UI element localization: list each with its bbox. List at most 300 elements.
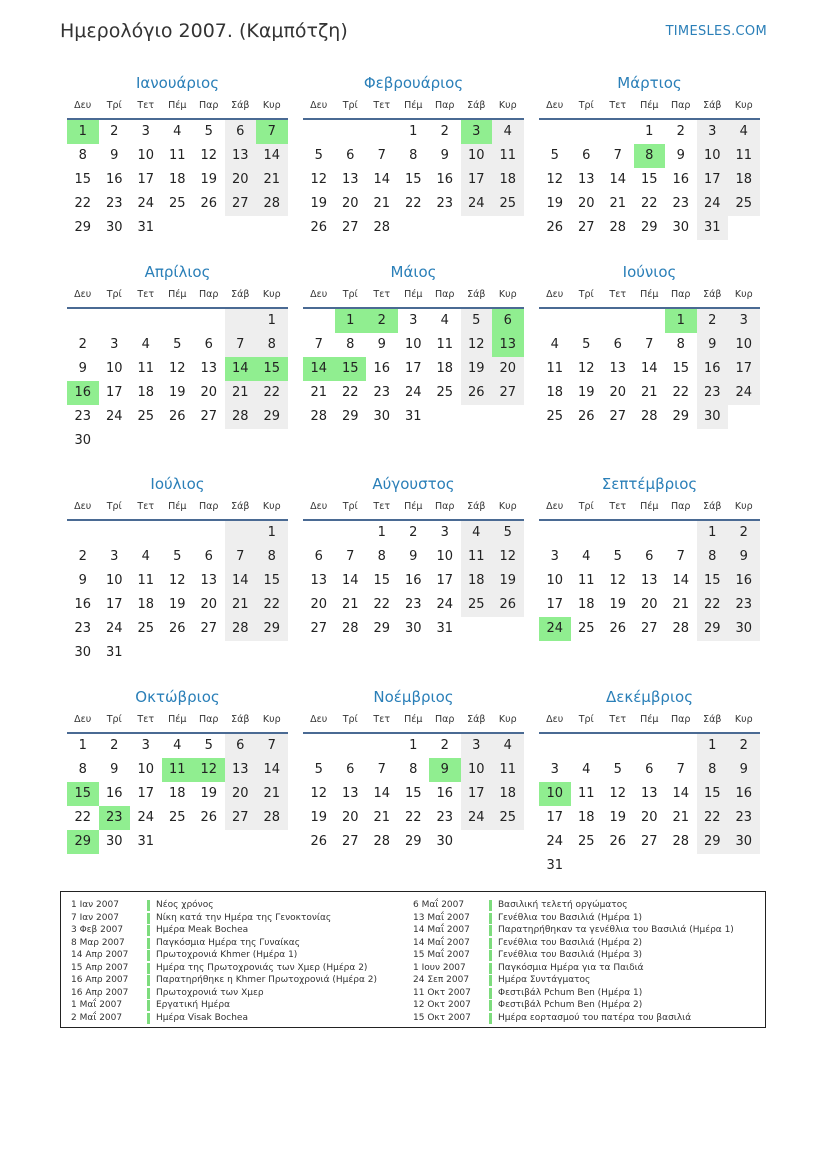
empty-cell: [366, 120, 398, 144]
month-name: Ιούνιος: [622, 263, 677, 281]
weekday-label: Κυρ: [498, 289, 517, 300]
weekday-label: Παρ: [199, 289, 219, 300]
weekday-label: Κυρ: [498, 100, 517, 111]
day-cell: 5: [173, 549, 182, 564]
empty-cell: [162, 830, 194, 854]
day-cell: 16: [373, 361, 391, 376]
holiday-marker: [489, 938, 492, 949]
holiday-date: 3 Φεβ 2007: [71, 925, 124, 935]
weekday-label: Παρ: [671, 714, 691, 725]
weekday-label: Τετ: [373, 501, 391, 512]
day-cell: 22: [404, 810, 422, 825]
day-cell: 24: [546, 834, 564, 849]
weekday-label: Κυρ: [498, 714, 517, 725]
day-cell: 17: [461, 168, 493, 192]
day-cell: 2: [697, 309, 729, 333]
day-cell: 26: [310, 220, 328, 235]
day-cell: 29: [341, 409, 359, 424]
day-cell: 24: [697, 192, 729, 216]
day-cell: 19: [461, 357, 493, 381]
day-cell: 12: [168, 361, 186, 376]
empty-cell: [539, 120, 571, 144]
empty-cell: [665, 521, 697, 545]
day-cell: 21: [256, 782, 288, 806]
site-link[interactable]: TIMESLES.COM: [665, 24, 767, 39]
holiday-name: Παρατηρήθηκαν τα γενέθλια του Βασιλιά (Ημέρα 1): [498, 925, 734, 935]
day-cell: 17: [137, 786, 155, 801]
day-cell: 24: [105, 409, 123, 424]
day-cell: 20: [577, 196, 595, 211]
day-cell: 22: [256, 381, 288, 405]
day-cell: 17: [436, 573, 454, 588]
day-cell: 23: [697, 381, 729, 405]
empty-cell: [193, 830, 225, 854]
day-grid: [303, 120, 524, 240]
holiday-marker: [489, 913, 492, 924]
holiday-marker: [147, 988, 150, 999]
day-cell: 2: [728, 521, 760, 545]
day-cell: 7: [613, 148, 622, 163]
weekday-label: Τετ: [137, 289, 155, 300]
holiday-name: Εργατική Ημέρα: [156, 1000, 230, 1010]
empty-cell: [665, 854, 697, 878]
weekday-label: Τρί: [106, 501, 122, 512]
day-cell: 8: [346, 337, 355, 352]
day-cell: 28: [225, 617, 257, 641]
day-cell: 25: [492, 806, 524, 830]
weekday-label: Δευ: [310, 714, 328, 725]
day-cell: 3: [550, 549, 559, 564]
day-cell: 23: [672, 196, 690, 211]
month-calendar: [539, 72, 760, 261]
day-cell: 2: [440, 124, 449, 139]
holiday-date: 16 Απρ 2007: [71, 987, 129, 998]
day-cell: 24: [404, 385, 422, 400]
day-cell: 2: [78, 549, 87, 564]
day-cell: 27: [341, 834, 359, 849]
day-cell: 17: [137, 172, 155, 187]
day-cell: 10: [436, 549, 454, 564]
day-cell: 24: [137, 810, 155, 825]
day-cell: 4: [492, 734, 524, 758]
day-cell: 10: [404, 337, 422, 352]
day-cell: 6: [204, 337, 213, 352]
empty-cell: [99, 309, 131, 333]
day-cell: 30: [697, 405, 729, 429]
day-cell: 26: [492, 593, 524, 617]
empty-cell: [665, 734, 697, 758]
day-cell: 28: [373, 220, 391, 235]
day-cell: 7: [377, 762, 386, 777]
day-cell: 6: [645, 549, 654, 564]
day-grid: [539, 120, 760, 240]
day-cell: 19: [609, 810, 627, 825]
day-cell: 7: [346, 549, 355, 564]
weekday-label: Παρ: [199, 501, 219, 512]
weekday-label: Τρί: [578, 501, 594, 512]
day-cell: 2: [440, 738, 449, 753]
day-cell: 12: [609, 573, 627, 588]
holiday-name: Πρωτοχρονιά των Χμερ: [156, 987, 264, 998]
holiday-row: [413, 924, 775, 937]
day-cell: 12: [577, 361, 595, 376]
day-cell: 11: [492, 144, 524, 168]
day-cell: 3: [409, 313, 418, 328]
holidays-list: [60, 891, 766, 1028]
day-cell: 4: [141, 337, 150, 352]
day-cell: 31: [697, 216, 729, 240]
day-cell: 4: [461, 521, 493, 545]
day-cell: 3: [141, 124, 150, 139]
weekday-header: [67, 94, 288, 120]
weekday-header: [67, 495, 288, 521]
day-cell: 27: [200, 409, 218, 424]
day-cell: 12: [609, 786, 627, 801]
month-calendar: [539, 686, 760, 880]
day-cell: 26: [609, 621, 627, 636]
weekday-header: [303, 283, 524, 309]
day-cell: 26: [310, 834, 328, 849]
day-cell: 12: [168, 573, 186, 588]
month-calendar: [303, 686, 524, 880]
holiday-name: Φεστιβάλ Pchum Ben (Ημέρα 2): [498, 1000, 643, 1010]
day-cell: 1: [78, 738, 87, 753]
day-cell: 13: [640, 786, 658, 801]
empty-cell: [162, 429, 194, 453]
weekday-label: Παρ: [671, 289, 691, 300]
day-cell: 10: [137, 762, 155, 777]
day-cell: 27: [225, 806, 257, 830]
weekday-label: Παρ: [435, 501, 455, 512]
empty-cell: [728, 405, 760, 429]
day-cell: 12: [200, 148, 218, 163]
day-cell: 6: [225, 120, 257, 144]
day-cell: 4: [582, 762, 591, 777]
day-cell: 24: [539, 617, 571, 641]
day-cell: 18: [577, 810, 595, 825]
empty-cell: [461, 216, 493, 240]
holiday-row: [413, 999, 775, 1012]
day-cell: 1: [256, 309, 288, 333]
empty-cell: [256, 830, 288, 854]
day-cell: 9: [440, 148, 449, 163]
day-cell: 25: [577, 834, 595, 849]
day-cell: 27: [609, 409, 627, 424]
day-cell: 23: [105, 196, 123, 211]
day-cell: 1: [645, 124, 654, 139]
holiday-date: 14 Μαΐ 2007: [413, 937, 470, 948]
day-cell: 18: [546, 385, 564, 400]
holiday-name: Παγκόσμια Ημέρα για τα Παιδιά: [498, 962, 644, 973]
empty-cell: [225, 216, 257, 240]
day-cell: 24: [728, 381, 760, 405]
day-cell: 24: [105, 621, 123, 636]
day-cell: 18: [137, 385, 155, 400]
day-cell: 17: [105, 597, 123, 612]
day-cell: 26: [200, 196, 218, 211]
day-cell: 11: [137, 573, 155, 588]
day-cell: 20: [640, 810, 658, 825]
holiday-name: Ημέρα Visak Bochea: [156, 1012, 248, 1023]
holiday-date: 11 Οκτ 2007: [413, 987, 471, 998]
day-cell: 8: [409, 148, 418, 163]
day-cell: 17: [728, 357, 760, 381]
day-cell: 7: [676, 762, 685, 777]
holiday-name: Νίκη κατά την Ημέρα της Γενοκτονίας: [156, 912, 332, 923]
weekday-label: Τετ: [609, 100, 627, 111]
day-cell: 4: [173, 124, 182, 139]
empty-cell: [335, 521, 367, 545]
day-cell: 14: [672, 573, 690, 588]
holiday-name: Γενέθλια του Βασιλιά (Ημέρα 1): [498, 912, 643, 923]
day-cell: 25: [168, 810, 186, 825]
empty-cell: [335, 120, 367, 144]
empty-cell: [256, 429, 288, 453]
empty-cell: [225, 830, 257, 854]
day-cell: 2: [676, 124, 685, 139]
day-cell: 3: [550, 762, 559, 777]
empty-cell: [539, 309, 571, 333]
day-cell: 5: [173, 337, 182, 352]
empty-cell: [492, 617, 524, 641]
holiday-name: Ημέρα εορτασμού του πατέρα του βασιλιά: [498, 1012, 692, 1023]
day-cell: 4: [492, 120, 524, 144]
day-cell: 10: [105, 573, 123, 588]
day-cell: 20: [609, 385, 627, 400]
weekday-label: Τρί: [342, 100, 358, 111]
empty-cell: [602, 309, 634, 333]
day-cell: 3: [461, 120, 493, 144]
empty-cell: [162, 309, 194, 333]
empty-cell: [162, 521, 194, 545]
day-cell: 8: [256, 333, 288, 357]
day-cell: 24: [137, 196, 155, 211]
day-cell: 22: [74, 810, 92, 825]
empty-cell: [634, 854, 666, 878]
day-cell: 1: [409, 738, 418, 753]
day-cell: 9: [110, 148, 119, 163]
day-cell: 5: [461, 309, 493, 333]
weekday-label: Κυρ: [262, 100, 281, 111]
day-cell: 27: [640, 621, 658, 636]
empty-cell: [99, 521, 131, 545]
day-cell: 23: [436, 810, 454, 825]
empty-cell: [162, 641, 194, 665]
empty-cell: [303, 309, 335, 333]
day-cell: 31: [105, 645, 123, 660]
weekday-label: Δευ: [74, 100, 92, 111]
weekday-label: Δευ: [546, 714, 564, 725]
weekday-label: Κυρ: [262, 714, 281, 725]
day-cell: 8: [676, 337, 685, 352]
months-grid: [67, 72, 761, 880]
day-cell: 29: [74, 220, 92, 235]
day-cell: 29: [697, 617, 729, 641]
day-cell: 25: [137, 409, 155, 424]
day-cell: 17: [404, 361, 422, 376]
day-cell: 19: [168, 385, 186, 400]
day-cell: 25: [546, 409, 564, 424]
day-cell: 20: [341, 196, 359, 211]
weekday-header: [539, 495, 760, 521]
day-cell: 22: [697, 593, 729, 617]
day-cell: 13: [341, 786, 359, 801]
day-cell: 24: [461, 192, 493, 216]
empty-cell: [398, 216, 430, 240]
weekday-label: Τετ: [609, 714, 627, 725]
empty-cell: [602, 521, 634, 545]
day-cell: 30: [672, 220, 690, 235]
weekday-label: Δευ: [74, 714, 92, 725]
day-cell: 7: [314, 337, 323, 352]
day-cell: 15: [697, 569, 729, 593]
day-cell: 12: [461, 333, 493, 357]
day-cell: 27: [341, 220, 359, 235]
empty-cell: [429, 405, 461, 429]
day-cell: 13: [200, 361, 218, 376]
day-cell: 5: [492, 521, 524, 545]
day-cell: 3: [461, 734, 493, 758]
empty-cell: [225, 521, 257, 545]
day-cell: 11: [728, 144, 760, 168]
day-cell: 27: [225, 192, 257, 216]
day-cell: 21: [373, 810, 391, 825]
day-cell: 4: [728, 120, 760, 144]
day-cell: 30: [728, 830, 760, 854]
weekday-label: Σάβ: [467, 501, 486, 512]
weekday-label: Κυρ: [734, 714, 753, 725]
weekday-label: Τρί: [342, 501, 358, 512]
day-cell: 12: [546, 172, 564, 187]
day-cell: 10: [697, 144, 729, 168]
day-cell: 1: [697, 521, 729, 545]
day-cell: 14: [303, 357, 335, 381]
day-cell: 22: [404, 196, 422, 211]
weekday-label: Τρί: [106, 714, 122, 725]
empty-cell: [193, 216, 225, 240]
day-cell: 2: [110, 738, 119, 753]
weekday-label: Παρ: [435, 714, 455, 725]
weekday-header: [303, 708, 524, 734]
day-cell: 12: [310, 172, 328, 187]
day-cell: 24: [436, 597, 454, 612]
day-cell: 13: [640, 573, 658, 588]
weekday-label: Σάβ: [703, 714, 722, 725]
day-cell: 11: [577, 786, 595, 801]
weekday-label: Παρ: [435, 100, 455, 111]
empty-cell: [571, 309, 603, 333]
day-cell: 19: [168, 597, 186, 612]
day-grid: [67, 120, 288, 240]
day-cell: 6: [225, 734, 257, 758]
day-cell: 2: [728, 734, 760, 758]
day-cell: 11: [137, 361, 155, 376]
holiday-row: [413, 962, 775, 975]
day-cell: 5: [204, 738, 213, 753]
holiday-marker: [489, 950, 492, 961]
day-cell: 18: [168, 786, 186, 801]
day-cell: 22: [256, 593, 288, 617]
weekday-label: Κυρ: [734, 289, 753, 300]
weekday-label: Πέμ: [640, 289, 659, 300]
weekday-label: Κυρ: [498, 501, 517, 512]
day-cell: 25: [168, 196, 186, 211]
day-cell: 22: [640, 196, 658, 211]
month-name: Φεβρουάριος: [363, 74, 464, 92]
day-cell: 16: [67, 381, 99, 405]
holiday-marker: [147, 950, 150, 961]
weekday-label: Πέμ: [404, 714, 423, 725]
day-grid: [303, 521, 524, 641]
weekday-label: Πέμ: [168, 501, 187, 512]
weekday-header: [539, 708, 760, 734]
holiday-name: Πρωτοχρονιά Khmer (Ημέρα 1): [156, 950, 298, 960]
day-cell: 18: [461, 569, 493, 593]
day-cell: 6: [346, 762, 355, 777]
day-cell: 3: [440, 525, 449, 540]
day-cell: 20: [492, 357, 524, 381]
empty-cell: [571, 734, 603, 758]
day-cell: 17: [546, 810, 564, 825]
weekday-label: Πέμ: [404, 501, 423, 512]
day-cell: 11: [577, 573, 595, 588]
day-grid: [539, 309, 760, 429]
day-cell: 21: [225, 593, 257, 617]
day-cell: 26: [461, 381, 493, 405]
day-cell: 6: [346, 148, 355, 163]
page-title: Ημερολόγιο 2007. (Καμπότζη): [60, 20, 348, 42]
day-cell: 15: [74, 172, 92, 187]
day-cell: 30: [74, 433, 92, 448]
day-grid: [539, 521, 760, 641]
empty-cell: [303, 734, 335, 758]
empty-cell: [193, 521, 225, 545]
weekday-label: Σάβ: [467, 100, 486, 111]
empty-cell: [461, 830, 493, 854]
empty-cell: [697, 854, 729, 878]
day-cell: 18: [728, 168, 760, 192]
day-cell: 21: [640, 385, 658, 400]
day-cell: 18: [436, 361, 454, 376]
day-cell: 28: [373, 834, 391, 849]
day-cell: 9: [697, 333, 729, 357]
empty-cell: [67, 309, 99, 333]
day-cell: 2: [110, 124, 119, 139]
holiday-date: 15 Οκτ 2007: [413, 1012, 471, 1023]
day-cell: 19: [200, 786, 218, 801]
day-cell: 23: [728, 593, 760, 617]
day-cell: 20: [225, 168, 257, 192]
day-cell: 10: [461, 144, 493, 168]
weekday-label: Τετ: [609, 501, 627, 512]
holiday-row: [71, 962, 413, 975]
day-cell: 1: [409, 124, 418, 139]
day-cell: 14: [256, 758, 288, 782]
empty-cell: [193, 429, 225, 453]
day-cell: 25: [492, 192, 524, 216]
day-cell: 14: [640, 361, 658, 376]
holiday-date: 24 Σεπ 2007: [413, 975, 470, 985]
day-cell: 4: [173, 738, 182, 753]
weekday-header: [539, 283, 760, 309]
day-cell: 13: [225, 758, 257, 782]
day-cell: 8: [377, 549, 386, 564]
day-cell: 26: [577, 409, 595, 424]
weekday-label: Δευ: [546, 100, 564, 111]
day-cell: 27: [577, 220, 595, 235]
weekday-label: Τετ: [373, 714, 391, 725]
day-cell: 15: [256, 357, 288, 381]
